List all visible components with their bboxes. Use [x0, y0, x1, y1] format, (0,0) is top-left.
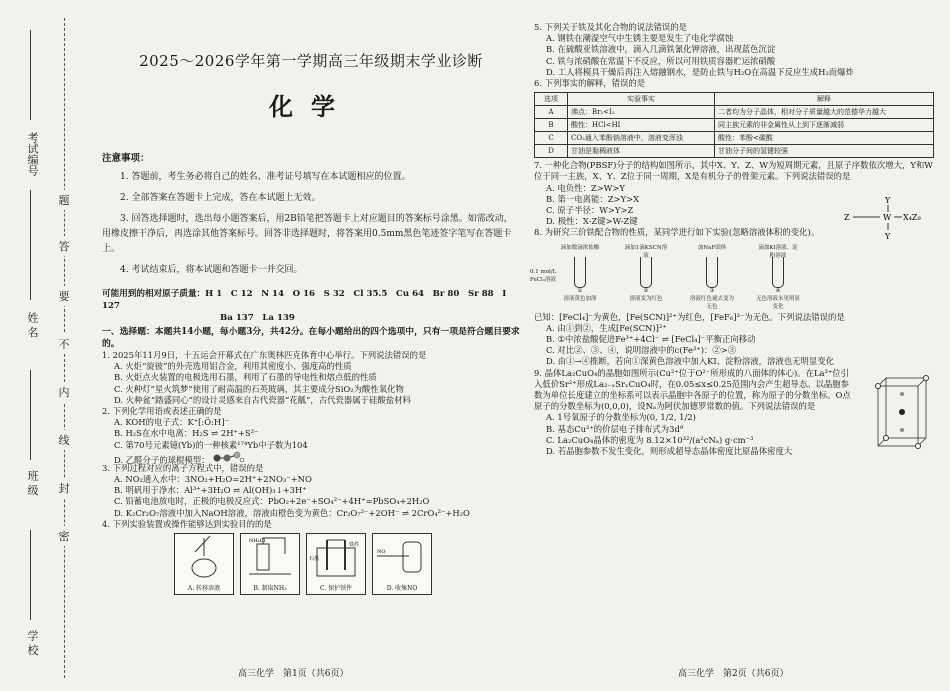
seal-char: 内: [56, 382, 72, 402]
option: C. 原子半径：W>Y>Z: [546, 205, 634, 216]
test-tube-icon: [772, 257, 784, 288]
question-stem: 1. 2025年11月9日，十五运会开幕式在广东奥林匹克体育中心举行。下列说法错误的是: [102, 350, 427, 360]
exam-no-line: [30, 30, 31, 120]
step-label: 滴加1滴KSCN溶液: [624, 244, 668, 259]
question-2: [102, 406, 520, 463]
step-result: ④ 无色溶液未见明显变化: [756, 287, 801, 310]
option: C. 对比②、③、④，说明溶液中的c(Fe³⁺)：②>③: [546, 345, 737, 356]
option: C. 铁与浓硝酸在常温下不反应，所以可用铁质容器贮运浓硝酸: [546, 55, 776, 66]
table-cell: CO₂通入苯酚钠溶液中，溶液变浑浊: [568, 132, 715, 145]
option: B. 明矾用于净水：Al³⁺+3H₂O ⇌ Al(OH)₃↓+3H⁺: [114, 485, 307, 496]
option-text: D. 乙醛分子的球棍模型：: [114, 454, 210, 465]
notice-list: [102, 170, 520, 278]
struct-left: Z: [844, 213, 850, 223]
volumetric-flask-icon: [175, 534, 233, 582]
apparatus-b: [240, 533, 300, 595]
name-label: 姓 名: [26, 312, 39, 338]
svg-text:铁件: 铁件: [349, 542, 360, 549]
class-line: [30, 370, 31, 460]
struct-center: W: [883, 213, 892, 223]
apparatus-caption: D. 收集NO: [386, 585, 418, 593]
step-label: 加NaF固体: [697, 244, 727, 251]
question-8: [530, 227, 938, 367]
table-header: 实验事实: [568, 93, 715, 106]
table-cell: 酸性：苯酚<碳酸: [715, 132, 934, 145]
question-stem: 7. 一种化合物(PBSF)分子的结构如图所示，其中X、Y、Z、W为短周期元素，且原子序数依次增大，Y和W位于同一主族，X、Y、Z位于同一周期，X是有机分子的骨架元素。下列说法错误的是: [534, 160, 933, 182]
experiment-step: [624, 243, 668, 310]
table-cell: 沸点：Br₂<I₂: [568, 106, 715, 119]
option: A. 火炬“旋彼”的外壳选用铝合金，利用其密度小、强度高的性质: [114, 361, 352, 372]
seal-char: 答: [56, 236, 72, 256]
option: D. 火种盆“踏盛同心”的设计灵感来自古代瓷器“花觚”，古代瓷器属于硅酸盐材料: [114, 394, 411, 405]
option: B. 第一电离能：Z>Y>X: [546, 193, 640, 204]
question-stem: 5. 下列关于铁及其化合物的说法错误的是: [534, 22, 688, 32]
question-6: [534, 78, 938, 158]
notice-item: 3. 回答选择题时，选出每小题答案后，用2B铅笔把答题卡上对应题目的答案标号涂黑。如需改动，用橡皮擦干净后，再选涂其他答案标号。回答非选择题时，将答案用0.5mm黑色笔迹签字笔写在答题卡上。: [102, 214, 513, 254]
start-solution-label: 0.1 mol/L FeCl₃溶液: [530, 268, 557, 283]
option: D. 极性：X-Z键>W-Z键: [546, 216, 638, 227]
notice-heading: 注意事项：: [102, 153, 150, 164]
footer-page-2: 高三化学 第2页（共6页）: [678, 669, 789, 679]
notice-item: 4. 考试结束后，将本试题和答题卡一并交回。: [120, 265, 303, 275]
option: A. 钢铁在潮湿空气中生锈主要是发生了电化学腐蚀: [546, 33, 734, 44]
crystal-cell-diagram: [864, 372, 936, 452]
table-header-row: [535, 93, 934, 106]
apparatus-d: [372, 533, 432, 595]
atomic-masses-line2: Ba 137 La 139: [220, 313, 295, 323]
section-1-heading: 一、选择题：本题共14小题，每小题3分，共42分。在每小题给出的四个选项中，只有一项是符合题目要求的。: [102, 327, 520, 349]
atomic-masses-line1: 可能用到的相对原子质量：H 1 C 12 N 14 O 16 S 32 Cl 35.5 Cu 64 Br 80 Sr 88 I 127: [102, 289, 507, 311]
apparatus-caption: A. 转移溶液: [187, 585, 221, 593]
table-cell: B: [535, 119, 568, 132]
table-cell: 同主族元素的非金属性从上到下逐渐减弱: [715, 119, 934, 132]
option: D. K₂Cr₂O₇溶液中加入NaOH溶液，溶液由橙色变为黄色：Cr₂O₇²⁻+2OH⁻ ⇌ 2CrO₄²⁻+H₂O: [114, 507, 470, 518]
apparatus-row: [174, 533, 520, 595]
table-header: 解释: [715, 93, 934, 106]
table-cell: 甘油是黏稠液体: [568, 145, 715, 158]
atomic-masses: [102, 288, 520, 324]
table-row: [535, 132, 934, 145]
experiment-flow: [530, 243, 938, 310]
option: A. 由①到②，生成[Fe(SCN)]²⁺: [546, 322, 667, 333]
page-1: [102, 20, 520, 595]
option: B. 火炬点火装置的电极选用石墨，利用了石墨的导电性和熔点低的性质: [114, 372, 377, 383]
apparatus-c: [306, 533, 366, 595]
option: A. 1号氧原子的分数坐标为(0, 1/2, 1/2): [546, 412, 696, 423]
table-header: 选项: [535, 93, 568, 106]
option: A. 电负性：Z>W>Y: [546, 182, 625, 193]
notice-item: 2. 全部答案在答题卡上完成，答在本试题上无效。: [120, 193, 321, 203]
ball-stick-model-icon: [212, 451, 246, 463]
question-stem: 2. 下列化学用语或表述正确的是: [102, 406, 222, 417]
test-tube-icon: [706, 257, 718, 288]
question-stem: 9. 晶体La₂CuO₄的晶胞如图所示(Cu²⁺位于O²⁻所形成的八面体的体心)。在La³⁺位引入低价Sr²⁺形成La₂₋ₓSrₓCuO₄时，在0.05≤x≤0.25范围内会产生超导态。以晶胞参数为单位长度建立的坐标系可以表示晶胞中各原子的位置，称为原子的分数坐标。O点原子的分数坐标为(0,0,0)，设Nₐ为阿伏加德罗常数的值。下列说法错误的是: [534, 367, 851, 412]
struct-right: X₄Z₉: [903, 213, 921, 223]
option: D. 工人将模具干燥后再注入熔融钢水，是防止铁与H₂O在高温下反应生成H₂而爆炸: [546, 66, 854, 77]
option: C. La₂CuO₄晶体的密度为 8.12×10³²/(a²cNₐ) g·cm⁻³: [546, 434, 754, 445]
subject-title: 化学: [269, 92, 353, 121]
step-label: 滴加KI溶液、淀粉溶液: [758, 244, 798, 259]
school-label: 学 校: [26, 630, 39, 656]
option: [114, 451, 520, 463]
option: B. 基态Cu²⁺的价层电子排布式为3d⁹: [546, 423, 684, 434]
svg-text:石墨: 石墨: [309, 556, 320, 563]
exam-no-label: 考试编号: [26, 132, 39, 176]
option: D. 由①→④推断，若向①深黄色溶液中加入KI、淀粉溶液，溶液也无明显变化: [546, 356, 834, 367]
question-stem: 6. 下列事实的解释，错误的是: [534, 78, 646, 89]
seal-char: 密: [56, 526, 72, 546]
struct-bottom: Y: [885, 232, 891, 242]
option: C. 铅蓄电池放电时，正极的电极反应式：PbO₂+2e⁻+SO₄²⁻+4H⁺=PbSO₄+2H₂O: [114, 496, 430, 507]
question-stem: 8. 为研究三价铁配合物的性质，某同学进行如下实验(忽略溶液体积的变化)。: [534, 227, 820, 238]
apparatus-caption: B. 制取NH₃: [253, 585, 287, 593]
test-tube-icon: [640, 257, 652, 288]
experiment-step: [690, 243, 734, 310]
option: A. NO₂通入水中：3NO₂+H₂O=2H⁺+2NO₃⁻+NO: [114, 474, 312, 485]
gas-collection-icon: [373, 534, 431, 582]
electrolysis-cell-icon: [307, 534, 365, 582]
option: B. H₂S在水中电离：H₂S ⇌ 2H⁺+S²⁻: [114, 428, 259, 439]
pbsf-structure-diagram: [842, 194, 932, 242]
option: D. 若晶胞参数不发生变化，则形成超导态晶体密度比原晶体密度大: [546, 446, 793, 457]
notice-item: 1. 答题前，考生务必将自己的姓名、准考证号填写在本试题相应的位置。: [120, 172, 411, 182]
page-2: [530, 22, 938, 457]
struct-top: Y: [885, 196, 891, 206]
question-5: [534, 22, 938, 78]
step-label: 滴加数滴浓盐酸: [560, 244, 600, 251]
option: A. KOH的电子式：K⁺[:Ö:H]⁻: [114, 417, 229, 428]
seal-char: 线: [56, 430, 72, 450]
option: C. 第70号元素镱(Yb)的一种核素¹⁷⁴Yb中子数为104: [114, 439, 308, 450]
name-line: [30, 190, 31, 300]
svg-text:NH₄Cl: NH₄Cl: [249, 538, 266, 545]
class-label: 班 级: [26, 470, 39, 496]
ammonia-setup-icon: [241, 534, 299, 582]
footer-page-1: 高三化学 第1页（共6页）: [238, 669, 349, 679]
svg-text:NO: NO: [377, 549, 386, 556]
question-stem: 4. 下列实验装置或操作能够达到实验目的的是: [102, 518, 272, 529]
step-result: ③ 溶液红色褪去变为无色: [690, 287, 735, 310]
q6-table: [534, 92, 934, 158]
seal-char: 要: [56, 286, 72, 306]
seal-char: 封: [56, 478, 72, 498]
apparatus-caption: C. 保护铁件: [319, 585, 353, 593]
option: C. 火种灯“星火筑梦”使用了耐高温的石英玻璃，其主要成分SiO₂为酸性氧化物: [114, 383, 404, 394]
school-line: [30, 530, 31, 620]
table-row: [535, 145, 934, 158]
table-cell: 酸性：HCl<HI: [568, 119, 715, 132]
table-row: [535, 106, 934, 119]
table-cell: C: [535, 132, 568, 145]
apparatus-a: [174, 533, 234, 595]
question-1: [102, 350, 520, 406]
option: B. 在硫酸亚铁溶液中，滴入几滴铁氰化钾溶液，出现蓝色沉淀: [546, 44, 776, 55]
table-cell: 二者均为分子晶体，相对分子质量越大的范德华力越大: [715, 106, 934, 119]
experiment-step: [756, 243, 800, 310]
table-cell: D: [535, 145, 568, 158]
question-4: [102, 519, 520, 595]
test-tube-icon: [574, 257, 586, 288]
question-3: [102, 463, 520, 519]
experiment-step: [530, 243, 602, 310]
binding-strip: [0, 0, 80, 691]
seal-char: 题: [56, 190, 72, 210]
known-text: 已知：[FeCl₄]⁻为黄色，[Fe(SCN)]²⁺为红色，[FeF₆]³⁻为无色。下列说法错误的是: [534, 311, 845, 322]
question-9: [534, 368, 938, 458]
table-cell: 甘油分子间的氢键较强: [715, 145, 934, 158]
table-row: [535, 119, 934, 132]
exam-title: 2025～2026学年第一学期高三年级期末学业诊断: [139, 52, 483, 70]
step-result: ② 溶液变为红色: [629, 287, 663, 302]
option: B. ①中浓盐酸促进Fe³⁺+4Cl⁻ ⇌ [FeCl₄]⁻平衡正向移动: [546, 334, 756, 345]
table-cell: A: [535, 106, 568, 119]
seal-char: 不: [56, 334, 72, 354]
step-result: ① 溶液黄色加深: [563, 287, 597, 302]
question-stem: 3. 下列过程对应的离子方程式中，错误的是: [102, 462, 264, 473]
